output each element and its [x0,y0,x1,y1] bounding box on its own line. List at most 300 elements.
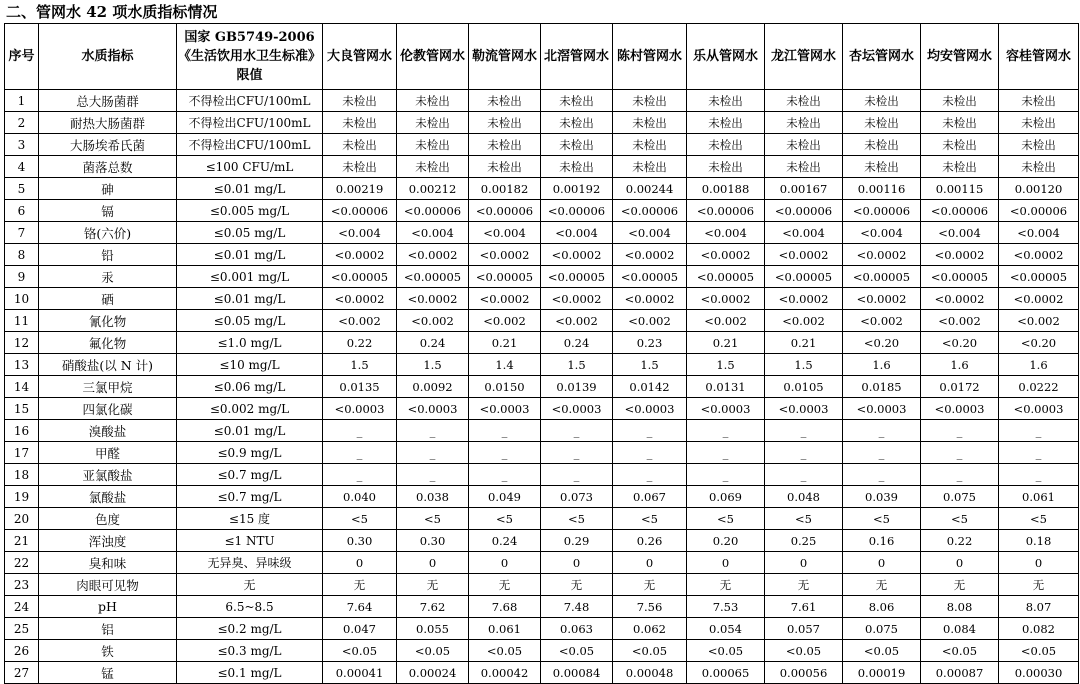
site-value: <0.00006 [843,200,921,222]
site-value: <0.0003 [613,398,687,420]
site-value: <0.0003 [687,398,765,420]
row-number: 15 [5,398,39,420]
site-value: 0 [613,552,687,574]
site-value: _ [613,442,687,464]
site-value: 1.5 [687,354,765,376]
site-value: 7.48 [541,596,613,618]
site-value: 0.075 [843,618,921,640]
site-value: _ [397,420,469,442]
site-value: 0 [397,552,469,574]
site-value: <0.0002 [323,244,397,266]
site-value: 未检出 [323,112,397,134]
site-value: <0.0003 [765,398,843,420]
site-value: <0.0002 [397,288,469,310]
site-value: _ [843,420,921,442]
site-value: <5 [323,508,397,530]
site-value: 0.067 [613,486,687,508]
site-value: 未检出 [613,156,687,178]
site-value: <0.002 [323,310,397,332]
indicator-name: pH [39,596,177,618]
site-value: 无 [613,574,687,596]
site-value: _ [613,420,687,442]
site-value: <0.05 [687,640,765,662]
site-value: 未检出 [397,134,469,156]
site-value: <0.05 [613,640,687,662]
indicator-name: 氰化物 [39,310,177,332]
header-standard: 国家 GB5749-2006《生活饮用水卫生标准》限值 [177,24,323,90]
site-value: <0.00005 [469,266,541,288]
site-value: <0.004 [469,222,541,244]
site-value: 未检出 [397,90,469,112]
site-value: <0.0002 [397,244,469,266]
site-value: 0.061 [999,486,1079,508]
site-value: _ [541,464,613,486]
site-value: 无 [397,574,469,596]
header-index: 序号 [5,24,39,90]
site-value: _ [323,464,397,486]
standard-limit: ≤15 度 [177,508,323,530]
site-value: <5 [999,508,1079,530]
table-row [5,332,1079,354]
indicator-name: 浑浊度 [39,530,177,552]
site-value: <0.00006 [765,200,843,222]
table-row [5,420,1079,442]
site-value: 0.24 [469,530,541,552]
site-value: 未检出 [469,112,541,134]
site-value: <0.00006 [999,200,1079,222]
standard-limit: ≤0.06 mg/L [177,376,323,398]
site-value: 0.00244 [613,178,687,200]
table-row [5,618,1079,640]
table-row [5,134,1079,156]
standard-limit: ≤0.01 mg/L [177,288,323,310]
site-value: <0.00005 [687,266,765,288]
site-value: <0.004 [921,222,999,244]
site-value: <0.0002 [765,288,843,310]
site-value: 0.00087 [921,662,999,684]
site-value: 0 [765,552,843,574]
indicator-name: 铝 [39,618,177,640]
header-indicator: 水质指标 [39,24,177,90]
standard-limit: ≤0.3 mg/L [177,640,323,662]
site-value: 7.61 [765,596,843,618]
site-value: <0.002 [921,310,999,332]
indicator-name: 氟化物 [39,332,177,354]
table-row [5,288,1079,310]
site-value: 未检出 [541,112,613,134]
site-value: <0.0002 [921,288,999,310]
site-value: 0.062 [613,618,687,640]
standard-limit: ≤0.01 mg/L [177,178,323,200]
site-value: <0.002 [765,310,843,332]
indicator-name: 色度 [39,508,177,530]
site-value: <0.0002 [999,288,1079,310]
site-value: 8.08 [921,596,999,618]
standard-limit: ≤0.1 mg/L [177,662,323,684]
site-value: <5 [397,508,469,530]
header-site: 勒流管网水 [469,24,541,90]
site-value: 0.061 [469,618,541,640]
row-number: 23 [5,574,39,596]
water-quality-table [4,23,1079,684]
indicator-name: 亚氯酸盐 [39,464,177,486]
indicator-name: 三氯甲烷 [39,376,177,398]
site-value: <0.0003 [469,398,541,420]
site-value: 7.62 [397,596,469,618]
site-value: 1.5 [541,354,613,376]
site-value: 0.00065 [687,662,765,684]
site-value: <0.00005 [765,266,843,288]
site-value: 0 [921,552,999,574]
site-value: 0.21 [687,332,765,354]
site-value: <0.0002 [999,244,1079,266]
site-value: 0.0185 [843,376,921,398]
row-number: 27 [5,662,39,684]
standard-limit: ≤0.7 mg/L [177,464,323,486]
site-value: <0.0002 [469,244,541,266]
site-value: 0.039 [843,486,921,508]
header-site: 杏坛管网水 [843,24,921,90]
header-site: 陈村管网水 [613,24,687,90]
site-value: <0.0003 [843,398,921,420]
site-value: <0.05 [323,640,397,662]
site-value: 1.6 [999,354,1079,376]
site-value: 未检出 [613,134,687,156]
row-number: 5 [5,178,39,200]
site-value: <0.0002 [687,288,765,310]
site-value: 0.00042 [469,662,541,684]
header-site: 伦教管网水 [397,24,469,90]
indicator-name: 总大肠菌群 [39,90,177,112]
table-row [5,662,1079,684]
site-value: <0.00005 [323,266,397,288]
site-value: <0.00005 [843,266,921,288]
site-value: _ [999,442,1079,464]
site-value: <0.0002 [687,244,765,266]
site-value: 0.00182 [469,178,541,200]
indicator-name: 四氯化碳 [39,398,177,420]
indicator-name: 溴酸盐 [39,420,177,442]
site-value: 未检出 [323,156,397,178]
site-value: 0.23 [613,332,687,354]
site-value: _ [765,420,843,442]
site-value: 0 [843,552,921,574]
site-value: 0.049 [469,486,541,508]
row-number: 19 [5,486,39,508]
site-value: 0.00167 [765,178,843,200]
site-value: 无 [999,574,1079,596]
site-value: <0.0002 [469,288,541,310]
site-value: 无 [323,574,397,596]
standard-limit: 不得检出CFU/100mL [177,112,323,134]
site-value: <0.05 [921,640,999,662]
site-value: 0.069 [687,486,765,508]
site-value: 未检出 [397,156,469,178]
site-value: <0.20 [921,332,999,354]
site-value: 8.06 [843,596,921,618]
header-site: 大良管网水 [323,24,397,90]
site-value: 未检出 [323,134,397,156]
site-value: 0.047 [323,618,397,640]
site-value: _ [687,442,765,464]
site-value: 0.00084 [541,662,613,684]
site-value: <0.00005 [541,266,613,288]
site-value: 未检出 [541,156,613,178]
site-value: 0.30 [397,530,469,552]
site-value: _ [765,464,843,486]
header-site: 北滘管网水 [541,24,613,90]
table-row [5,508,1079,530]
site-value: 未检出 [469,90,541,112]
indicator-name: 耐热大肠菌群 [39,112,177,134]
site-value: 未检出 [687,156,765,178]
standard-limit: ≤0.2 mg/L [177,618,323,640]
site-value: 0.038 [397,486,469,508]
site-value: 1.5 [323,354,397,376]
site-value: <0.05 [999,640,1079,662]
site-value: 0 [323,552,397,574]
indicator-name: 硝酸盐(以 N 计) [39,354,177,376]
site-value: 0.0135 [323,376,397,398]
site-value: 未检出 [999,156,1079,178]
site-value: <0.004 [397,222,469,244]
row-number: 6 [5,200,39,222]
table-row [5,310,1079,332]
row-number: 20 [5,508,39,530]
site-value: 0.00024 [397,662,469,684]
site-value: <0.002 [687,310,765,332]
standard-limit: 无异臭、异味级 [177,552,323,574]
site-value: <5 [843,508,921,530]
site-value: 0.24 [541,332,613,354]
site-value: 0.040 [323,486,397,508]
site-value: <0.00005 [397,266,469,288]
site-value: 未检出 [469,134,541,156]
site-value: <0.002 [613,310,687,332]
table-row [5,354,1079,376]
site-value: 未检出 [921,156,999,178]
table-row [5,178,1079,200]
row-number: 16 [5,420,39,442]
site-value: _ [999,420,1079,442]
site-value: 无 [765,574,843,596]
standard-limit: 6.5~8.5 [177,596,323,618]
site-value: 未检出 [765,156,843,178]
site-value: 0.25 [765,530,843,552]
standard-limit: ≤0.001 mg/L [177,266,323,288]
site-value: <5 [541,508,613,530]
standard-limit: ≤1 NTU [177,530,323,552]
site-value: 0.048 [765,486,843,508]
row-number: 21 [5,530,39,552]
table-row [5,222,1079,244]
standard-limit: 不得检出CFU/100mL [177,90,323,112]
table-row [5,574,1079,596]
table-body [5,90,1079,684]
standard-limit: ≤1.0 mg/L [177,332,323,354]
site-value: 未检出 [541,90,613,112]
site-value: <0.00005 [999,266,1079,288]
site-value: 未检出 [765,134,843,156]
site-value: <0.00005 [613,266,687,288]
site-value: 未检出 [469,156,541,178]
site-value: 未检出 [999,90,1079,112]
site-value: _ [921,420,999,442]
site-value: 0.057 [765,618,843,640]
site-value: 0.16 [843,530,921,552]
table-row [5,398,1079,420]
table-row [5,200,1079,222]
site-value: <0.05 [397,640,469,662]
site-value: 0.054 [687,618,765,640]
row-number: 12 [5,332,39,354]
site-value: 0.075 [921,486,999,508]
site-value: 0.00212 [397,178,469,200]
indicator-name: 锰 [39,662,177,684]
table-row [5,552,1079,574]
standard-limit: 无 [177,574,323,596]
site-value: 未检出 [687,134,765,156]
site-value: <0.0003 [999,398,1079,420]
site-value: 0.21 [765,332,843,354]
site-value: _ [921,442,999,464]
site-value: 未检出 [687,112,765,134]
table-row [5,596,1079,618]
site-value: 1.6 [843,354,921,376]
site-value: 0.00056 [765,662,843,684]
site-value: 0.21 [469,332,541,354]
standard-limit: ≤0.05 mg/L [177,310,323,332]
site-value: 无 [687,574,765,596]
site-value: <5 [687,508,765,530]
site-value: _ [999,464,1079,486]
site-value: 1.5 [765,354,843,376]
standard-limit: ≤0.01 mg/L [177,244,323,266]
site-value: _ [687,464,765,486]
table-row [5,244,1079,266]
table-row [5,486,1079,508]
site-value: <0.002 [469,310,541,332]
row-number: 7 [5,222,39,244]
site-value: <5 [921,508,999,530]
table-row [5,376,1079,398]
site-value: 0.063 [541,618,613,640]
site-value: <0.0003 [921,398,999,420]
site-value: 0.00192 [541,178,613,200]
header-site: 乐从管网水 [687,24,765,90]
site-value: 1.5 [397,354,469,376]
site-value: 1.4 [469,354,541,376]
site-value: 7.68 [469,596,541,618]
row-number: 17 [5,442,39,464]
site-value: <0.0003 [541,398,613,420]
site-value: <0.002 [999,310,1079,332]
page-title: 二、管网水 42 项水质指标情况 [6,3,218,21]
standard-limit: ≤0.002 mg/L [177,398,323,420]
site-value: <0.004 [613,222,687,244]
site-value: 0.0142 [613,376,687,398]
site-value: <0.004 [843,222,921,244]
standard-limit: ≤0.01 mg/L [177,420,323,442]
standard-limit: ≤100 CFU/mL [177,156,323,178]
site-value: <0.00006 [613,200,687,222]
site-value: 0.0105 [765,376,843,398]
site-value: 0.20 [687,530,765,552]
site-value: _ [469,420,541,442]
site-value: 0.055 [397,618,469,640]
site-value: 0.084 [921,618,999,640]
row-number: 13 [5,354,39,376]
site-value: <0.0002 [323,288,397,310]
site-value: <0.05 [765,640,843,662]
site-value: 0.00219 [323,178,397,200]
site-value: 0.0222 [999,376,1079,398]
site-value: <0.0003 [397,398,469,420]
indicator-name: 镉 [39,200,177,222]
site-value: 0.073 [541,486,613,508]
site-value: <0.002 [843,310,921,332]
site-value: 7.53 [687,596,765,618]
site-value: <0.20 [999,332,1079,354]
site-value: _ [469,442,541,464]
indicator-name: 氯酸盐 [39,486,177,508]
site-value: _ [541,442,613,464]
site-value: <0.002 [541,310,613,332]
site-value: 未检出 [765,112,843,134]
header-site: 龙江管网水 [765,24,843,90]
table-row [5,442,1079,464]
site-value: 0.0150 [469,376,541,398]
indicator-name: 砷 [39,178,177,200]
site-value: <0.20 [843,332,921,354]
row-number: 25 [5,618,39,640]
indicator-name: 硒 [39,288,177,310]
site-value: 0.00019 [843,662,921,684]
row-number: 10 [5,288,39,310]
site-value: 8.07 [999,596,1079,618]
site-value: 未检出 [541,134,613,156]
row-number: 1 [5,90,39,112]
standard-limit: ≤0.7 mg/L [177,486,323,508]
table-row [5,464,1079,486]
site-value: 未检出 [921,112,999,134]
site-value: <0.004 [999,222,1079,244]
site-value: <0.0002 [843,244,921,266]
site-value: <0.0002 [541,288,613,310]
table-row [5,266,1079,288]
site-value: 0 [541,552,613,574]
site-value: 0.29 [541,530,613,552]
site-value: 0.0139 [541,376,613,398]
site-value: 0.0172 [921,376,999,398]
site-value: 无 [469,574,541,596]
site-value: <5 [469,508,541,530]
site-value: <0.00005 [921,266,999,288]
indicator-name: 大肠埃希氏菌 [39,134,177,156]
row-number: 2 [5,112,39,134]
indicator-name: 菌落总数 [39,156,177,178]
site-value: <0.00006 [541,200,613,222]
site-value: 未检出 [921,134,999,156]
header-site: 均安管网水 [921,24,999,90]
site-value: 未检出 [765,90,843,112]
site-value: 0.00048 [613,662,687,684]
site-value: <0.00006 [921,200,999,222]
site-value: 未检出 [323,90,397,112]
site-value: <0.05 [843,640,921,662]
site-value: 未检出 [843,90,921,112]
site-value: 1.6 [921,354,999,376]
